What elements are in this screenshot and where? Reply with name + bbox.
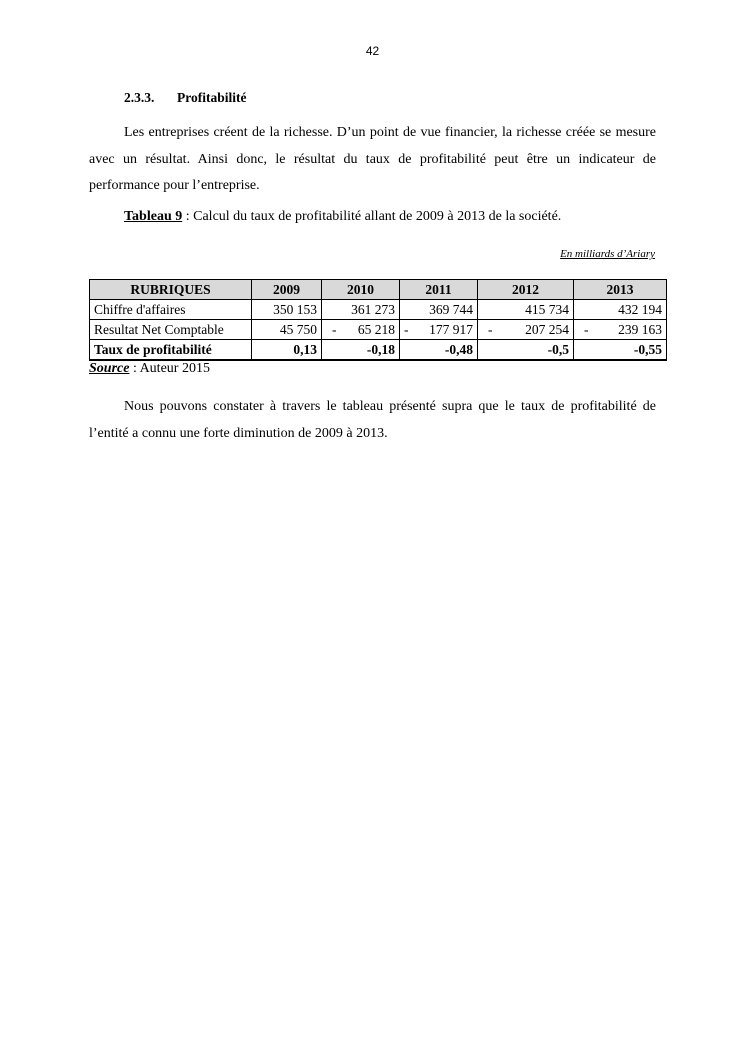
table-caption bbox=[124, 209, 561, 225]
table-row bbox=[90, 340, 667, 361]
table-row bbox=[90, 320, 667, 340]
table-cell: - 65 218 bbox=[322, 320, 400, 340]
table-cell: 369 744 bbox=[400, 300, 478, 320]
table-cell: 0,13 bbox=[252, 340, 322, 361]
paragraph-conclusion bbox=[89, 394, 656, 447]
column-header: 2012 bbox=[478, 280, 574, 300]
table-cell: 432 194 bbox=[574, 300, 667, 320]
column-header: 2011 bbox=[400, 280, 478, 300]
column-header: 2009 bbox=[252, 280, 322, 300]
table-cell: 361 273 bbox=[322, 300, 400, 320]
source-label: Source bbox=[89, 361, 130, 376]
paragraph-conclusion-text: Nous pouvons constater à travers le tableau présenté supra que le taux de profitabilité de l’entité a connu une forte diminution de 2009 à 2013. bbox=[89, 399, 656, 441]
table-header-row bbox=[90, 280, 667, 300]
table-cell: 45 750 bbox=[252, 320, 322, 340]
profitability-table bbox=[89, 279, 667, 361]
row-label: Chiffre d'affaires bbox=[90, 300, 252, 320]
section-title: Profitabilité bbox=[177, 90, 247, 105]
table-cell: - 239 163 bbox=[574, 320, 667, 340]
table-cell: - 177 917 bbox=[400, 320, 478, 340]
table-row bbox=[90, 300, 667, 320]
table-cell: 350 153 bbox=[252, 300, 322, 320]
row-label: Resultat Net Comptable bbox=[90, 320, 252, 340]
table-cell: 415 734 bbox=[478, 300, 574, 320]
paragraph-intro bbox=[89, 120, 656, 200]
table-cell: -0,48 bbox=[400, 340, 478, 361]
table-caption-text: : Calcul du taux de profitabilité allant de 2009 à 2013 de la société. bbox=[182, 209, 562, 224]
table-cell: -0,5 bbox=[478, 340, 574, 361]
table-cell: - 207 254 bbox=[478, 320, 574, 340]
section-number: 2.3.3. bbox=[124, 90, 155, 105]
table-cell: -0,55 bbox=[574, 340, 667, 361]
column-header: RUBRIQUES bbox=[90, 280, 252, 300]
table-source bbox=[89, 361, 210, 377]
section-heading bbox=[124, 90, 246, 106]
page-number: 42 bbox=[365, 44, 380, 58]
column-header: 2010 bbox=[322, 280, 400, 300]
column-header: 2013 bbox=[574, 280, 667, 300]
unit-note: En milliards d’Ariary bbox=[560, 248, 655, 260]
table-caption-label: Tableau 9 bbox=[124, 209, 183, 224]
source-text: : Auteur 2015 bbox=[129, 361, 210, 376]
paragraph-intro-text: Les entreprises créent de la richesse. D’un point de vue financier, la richesse créée se mesure avec un résultat. Ainsi donc, le résultat du taux de profitabilité peut être un indicateur de performance pour l’entreprise. bbox=[89, 125, 656, 193]
row-label: Taux de profitabilité bbox=[90, 340, 252, 361]
table-cell: -0,18 bbox=[322, 340, 400, 361]
